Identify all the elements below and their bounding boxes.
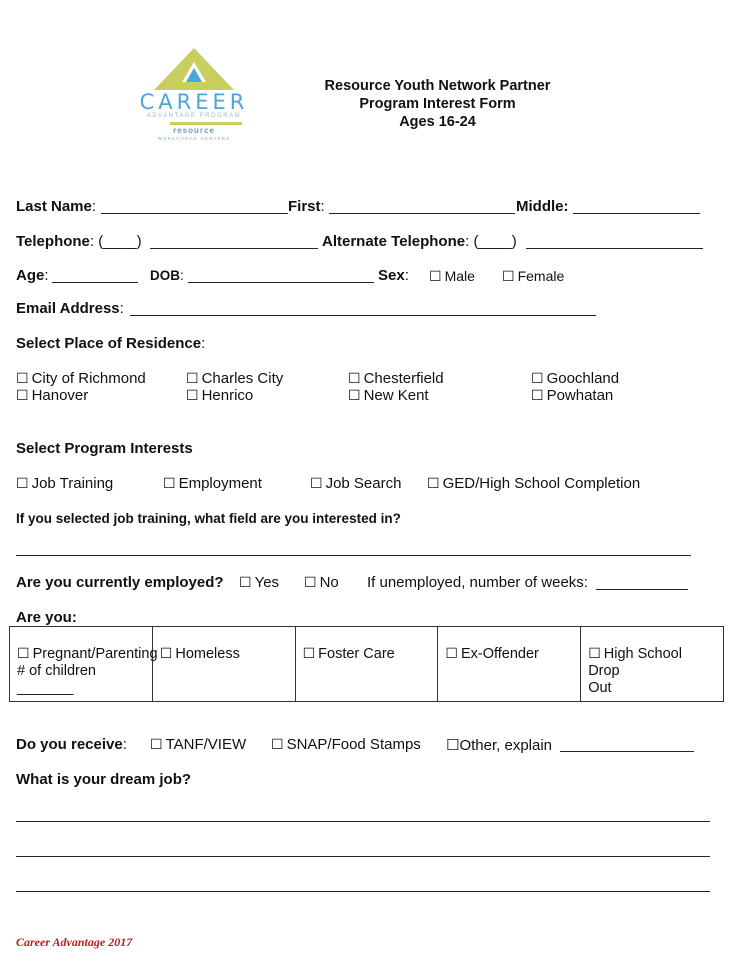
dream-job-question: What is your dream job? [16, 771, 192, 788]
logo-triangle-icon [134, 46, 254, 92]
form-title [300, 77, 575, 131]
dream-job-line-2[interactable] [16, 856, 710, 857]
alt-telephone-label: Alternate Telephone: (____) [322, 233, 517, 250]
are-you-cell-ex-offender[interactable]: ☐ Ex-Offender [438, 627, 581, 702]
receive-label: Do you receive: [16, 736, 127, 753]
dob-label: DOB: [150, 268, 184, 283]
are-you-heading: Are you: [16, 609, 77, 626]
email-field[interactable] [130, 315, 596, 316]
dream-job-line-1[interactable] [16, 821, 710, 822]
alt-telephone-field[interactable] [526, 248, 703, 249]
first-name-field[interactable] [329, 213, 515, 214]
middle-name-label: Middle: [516, 198, 569, 215]
receive-tanf-checkbox[interactable]: ☐ TANF/VIEW [150, 736, 247, 753]
first-name-label: First: [288, 198, 325, 215]
residence-heading: Select Place of Residence: [16, 335, 206, 352]
dream-job-line-3[interactable] [16, 891, 710, 892]
unemployed-weeks-field[interactable] [596, 589, 688, 590]
last-name-label: Last Name: [16, 198, 97, 215]
age-field[interactable] [52, 282, 138, 283]
career-advantage-logo [134, 46, 254, 144]
residence-option[interactable]: ☐ Powhatan [531, 387, 614, 404]
employed-no-checkbox[interactable]: ☐ No [304, 574, 339, 591]
telephone-field[interactable] [150, 248, 318, 249]
residence-option[interactable]: ☐ Goochland [531, 370, 620, 387]
residence-option[interactable]: ☐ Chesterfield [348, 370, 444, 387]
logo-resource: resource [173, 126, 215, 135]
residence-option[interactable]: ☐ Charles City [186, 370, 284, 387]
form-title-line2: Program Interest Form [359, 96, 516, 112]
male-checkbox[interactable]: ☐ Male [429, 268, 475, 284]
are-you-cell-pregnant[interactable]: ☐ Pregnant/Parenting # of children _______ [10, 627, 153, 702]
logo-resource-sub: WORKFORCE CENTERS [157, 136, 231, 141]
last-name-field[interactable] [101, 213, 288, 214]
email-label: Email Address: [16, 300, 124, 317]
are-you-cell-dropout[interactable]: ☐ High School Drop Out [581, 627, 724, 702]
program-option-job-search[interactable]: ☐ Job Search [310, 475, 402, 492]
age-label: Age: [16, 267, 49, 284]
program-option-ged[interactable]: ☐ GED/High School Completion [427, 475, 641, 492]
residence-option[interactable]: ☐ New Kent [348, 387, 429, 404]
program-heading: Select Program Interests [16, 440, 193, 457]
employed-yes-checkbox[interactable]: ☐ Yes [239, 574, 280, 591]
residence-option[interactable]: ☐ City of Richmond [16, 370, 146, 387]
dob-field[interactable] [188, 282, 374, 283]
female-checkbox[interactable]: ☐ Female [502, 268, 565, 284]
receive-other-field[interactable] [560, 751, 694, 752]
residence-option[interactable]: ☐ Henrico [186, 387, 254, 404]
program-option-employment[interactable]: ☐ Employment [163, 475, 262, 492]
are-you-table [9, 626, 724, 702]
logo-word: CAREER [139, 90, 249, 114]
middle-name-field[interactable] [573, 213, 700, 214]
logo-subtitle: ADVANTAGE PROGRAM [146, 113, 242, 119]
logo-bar [170, 122, 242, 125]
program-option-job-training[interactable]: ☐ Job Training [16, 475, 114, 492]
are-you-cell-foster-care[interactable]: ☐ Foster Care [295, 627, 438, 702]
form-title-line3: Ages 16-24 [399, 114, 476, 130]
form-title-line1: Resource Youth Network Partner [324, 78, 551, 94]
sex-label: Sex: [378, 267, 409, 284]
receive-snap-checkbox[interactable]: ☐ SNAP/Food Stamps [271, 736, 421, 753]
residence-option[interactable]: ☐ Hanover [16, 387, 89, 404]
are-you-cell-homeless[interactable]: ☐ Homeless [152, 627, 295, 702]
unemployed-weeks-label: If unemployed, number of weeks: [367, 574, 588, 591]
employed-question: Are you currently employed? [16, 574, 224, 591]
job-training-question: If you selected job training, what field are you interested in? [16, 511, 401, 526]
job-training-answer-field[interactable] [16, 555, 691, 556]
receive-other-checkbox[interactable]: ☐Other, explain [446, 737, 553, 754]
footer-text: Career Advantage 2017 [16, 935, 133, 949]
telephone-label: Telephone: (____) [16, 233, 142, 250]
